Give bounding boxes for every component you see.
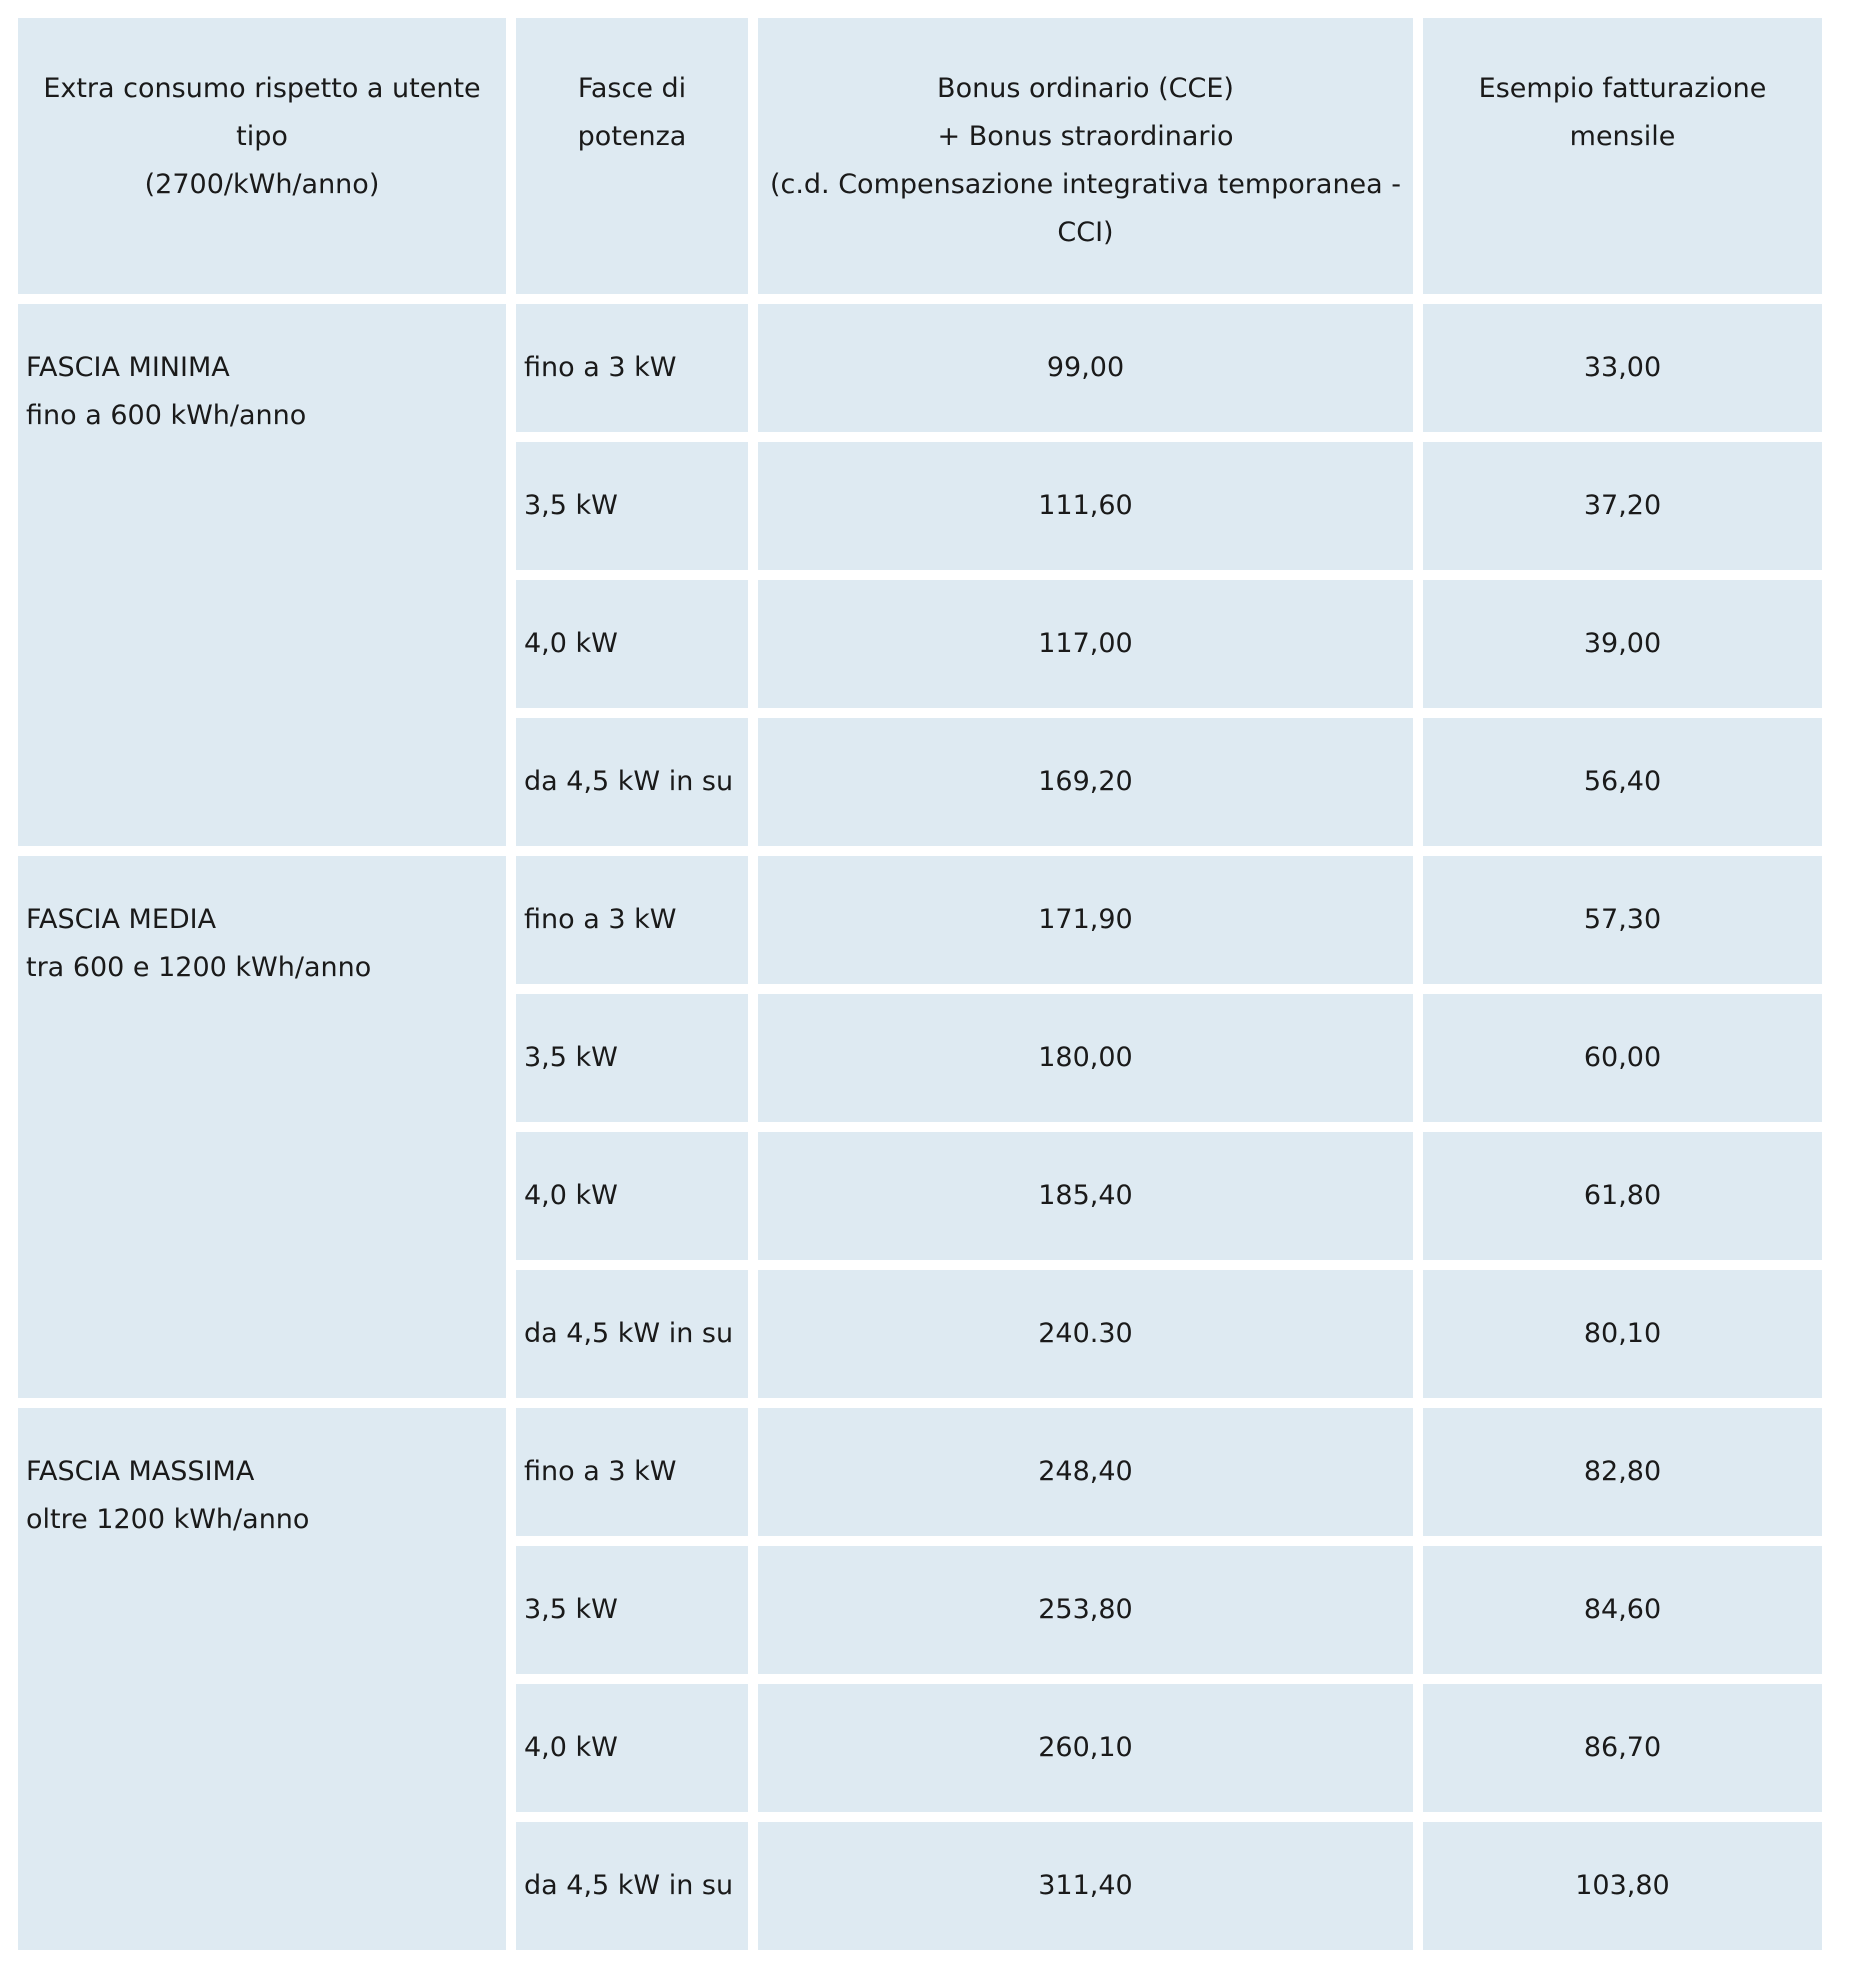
monthly-cell: 56,40 — [1423, 718, 1822, 846]
power-cell: da 4,5 kW in su — [516, 1822, 748, 1950]
power-cell: fino a 3 kW — [516, 1408, 748, 1536]
header-line: Fasce di — [577, 73, 687, 104]
header-bonus — [758, 18, 1413, 294]
power-cell: 3,5 kW — [516, 442, 748, 570]
header-line: tipo — [236, 121, 288, 152]
power-cell: 4,0 kW — [516, 1132, 748, 1260]
header-row — [18, 18, 1822, 294]
bonus-cell: 248,40 — [758, 1408, 1413, 1536]
bonus-table-container — [18, 18, 1822, 1950]
group-range: oltre 1200 kWh/anno — [26, 1504, 310, 1535]
bonus-cell: 111,60 — [758, 442, 1413, 570]
bonus-cell: 171,90 — [758, 856, 1413, 984]
bonus-cell: 260,10 — [758, 1684, 1413, 1812]
monthly-cell: 80,10 — [1423, 1270, 1822, 1398]
header-line: mensile — [1569, 121, 1676, 152]
bonus-cell: 240.30 — [758, 1270, 1413, 1398]
header-line: (2700/kWh/anno) — [144, 169, 380, 200]
bonus-cell: 169,20 — [758, 718, 1413, 846]
bonus-cell: 99,00 — [758, 304, 1413, 432]
group-cell-media — [18, 856, 506, 1398]
monthly-cell: 39,00 — [1423, 580, 1822, 708]
power-cell: 4,0 kW — [516, 580, 748, 708]
header-line: + Bonus straordinario — [937, 121, 1234, 152]
power-cell: da 4,5 kW in su — [516, 718, 748, 846]
table-row — [18, 304, 1822, 432]
bonus-cell: 311,40 — [758, 1822, 1413, 1950]
bonus-cell: 180,00 — [758, 994, 1413, 1122]
group-cell-minima — [18, 304, 506, 846]
bonus-table — [8, 8, 1832, 1960]
bonus-cell: 185,40 — [758, 1132, 1413, 1260]
header-extra-consumo — [18, 18, 506, 294]
header-line: (c.d. Compensazione integrativa temporanea - — [769, 169, 1402, 200]
group-name: FASCIA MINIMA — [26, 352, 230, 383]
monthly-cell: 60,00 — [1423, 994, 1822, 1122]
table-row — [18, 1408, 1822, 1536]
monthly-cell: 57,30 — [1423, 856, 1822, 984]
monthly-cell: 37,20 — [1423, 442, 1822, 570]
monthly-cell: 86,70 — [1423, 1684, 1822, 1812]
header-line: CCI) — [1057, 217, 1114, 248]
monthly-cell: 82,80 — [1423, 1408, 1822, 1536]
header-line: Extra consumo rispetto a utente — [43, 73, 481, 104]
group-range: fino a 600 kWh/anno — [26, 400, 307, 431]
header-line: Bonus ordinario (CCE) — [937, 73, 1234, 104]
monthly-cell: 33,00 — [1423, 304, 1822, 432]
table-row — [18, 856, 1822, 984]
header-line: potenza — [577, 121, 687, 152]
monthly-cell: 84,60 — [1423, 1546, 1822, 1674]
group-cell-massima — [18, 1408, 506, 1950]
bonus-cell: 117,00 — [758, 580, 1413, 708]
power-cell: 4,0 kW — [516, 1684, 748, 1812]
header-line: Esempio fatturazione — [1478, 73, 1767, 104]
power-cell: da 4,5 kW in su — [516, 1270, 748, 1398]
header-fatturazione — [1423, 18, 1822, 294]
monthly-cell: 103,80 — [1423, 1822, 1822, 1950]
group-name: FASCIA MASSIMA — [26, 1456, 255, 1487]
monthly-cell: 61,80 — [1423, 1132, 1822, 1260]
power-cell: fino a 3 kW — [516, 856, 748, 984]
power-cell: 3,5 kW — [516, 1546, 748, 1674]
group-range: tra 600 e 1200 kWh/anno — [26, 952, 372, 983]
bonus-cell: 253,80 — [758, 1546, 1413, 1674]
power-cell: fino a 3 kW — [516, 304, 748, 432]
group-name: FASCIA MEDIA — [26, 904, 217, 935]
power-cell: 3,5 kW — [516, 994, 748, 1122]
header-fasce-potenza — [516, 18, 748, 294]
